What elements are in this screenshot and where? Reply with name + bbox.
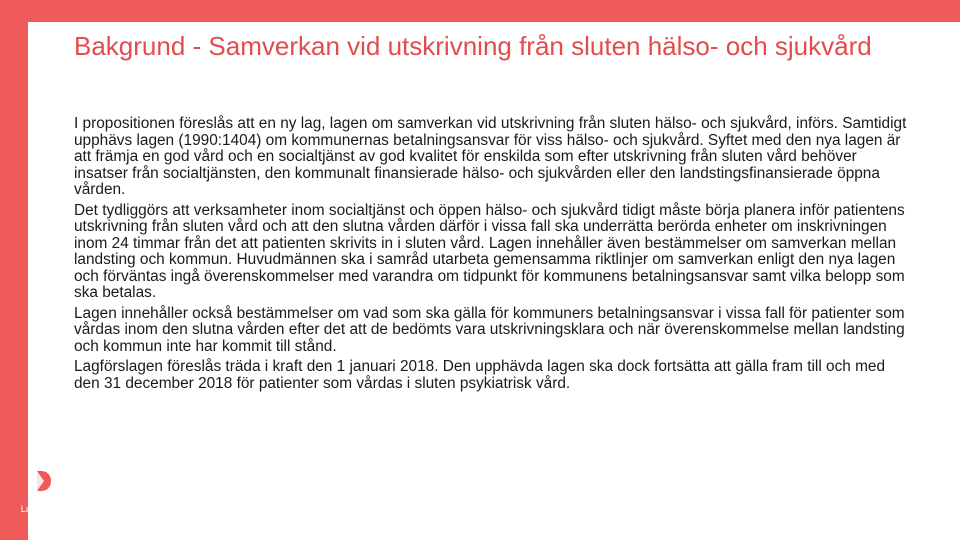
slide-body: [74, 116, 910, 396]
paragraph-planning: Det tydliggörs att verksamheter inom socialtjänst och öppen hälso- och sjukvård tidigt måste börja planera inför patientens utskrivning från sluten vård och att den slutna vården därför i vissa fall ska underrätta berörda enheter om inskrivningen inom 24 timmar från det att patienten skrivits in i sluten vård. Lagen innehåller även bestämmelser om samverkan mellan landsting och kommun. Huvudmännen ska i samråd utarbeta gemensamma riktlinjer om samverkan enligt den nya lagen och förväntas ingå överenskommelser med varandra om tidpunkt för kommunens betalningsansvar samt vilka belopp som ska betalas.: [74, 201, 905, 301]
paragraph-effective-date: Lagförslagen föreslås träda i kraft den 1 januari 2018. Den upphävda lagen ska dock fortsätta att gälla fram till och med den 31 december 2018 för patienter som vårdas i sluten psykiatrisk vård.: [74, 358, 886, 392]
landstinget-dalarna-logo: [18, 462, 70, 528]
landstinget-dalarna-logo-icon: [29, 462, 59, 500]
logo-name: Landstinget: [20, 504, 68, 514]
paragraph-proposition: I propositionen föreslås att en ny lag, lagen om samverkan vid utskrivning från sluten hälso- och sjukvård, införs. Samtidigt upphävs lagen (1990:1404) om kommunernas betalningsansvar för viss hälso- och sjukvård. Syftet med den nya lagen är att främja en god vård och en socialtjänst av god kvalitet för enskilda som efter utskrivning från sluten vård behöver insatser från socialtjänsten, den kommunalt finansierade hälso- och sjukvården eller den landstingsfinansierade öppna vården.: [74, 115, 907, 198]
slide-title: Bakgrund - Samverkan vid utskrivning från sluten hälso- och sjukvård: [74, 31, 872, 61]
logo-subtitle: DALARNA: [28, 515, 60, 521]
paragraph-payment-responsibility: Lagen innehåller också bestämmelser om vad som ska gälla för kommuners betalningsansvar i vissa fall för patienter som vårdas inom den slutna vården efter det att de bedömts vara utskrivningsklara och när överenskommelse mellan landsting och kommun inte har kommit till stånd.: [74, 304, 905, 355]
